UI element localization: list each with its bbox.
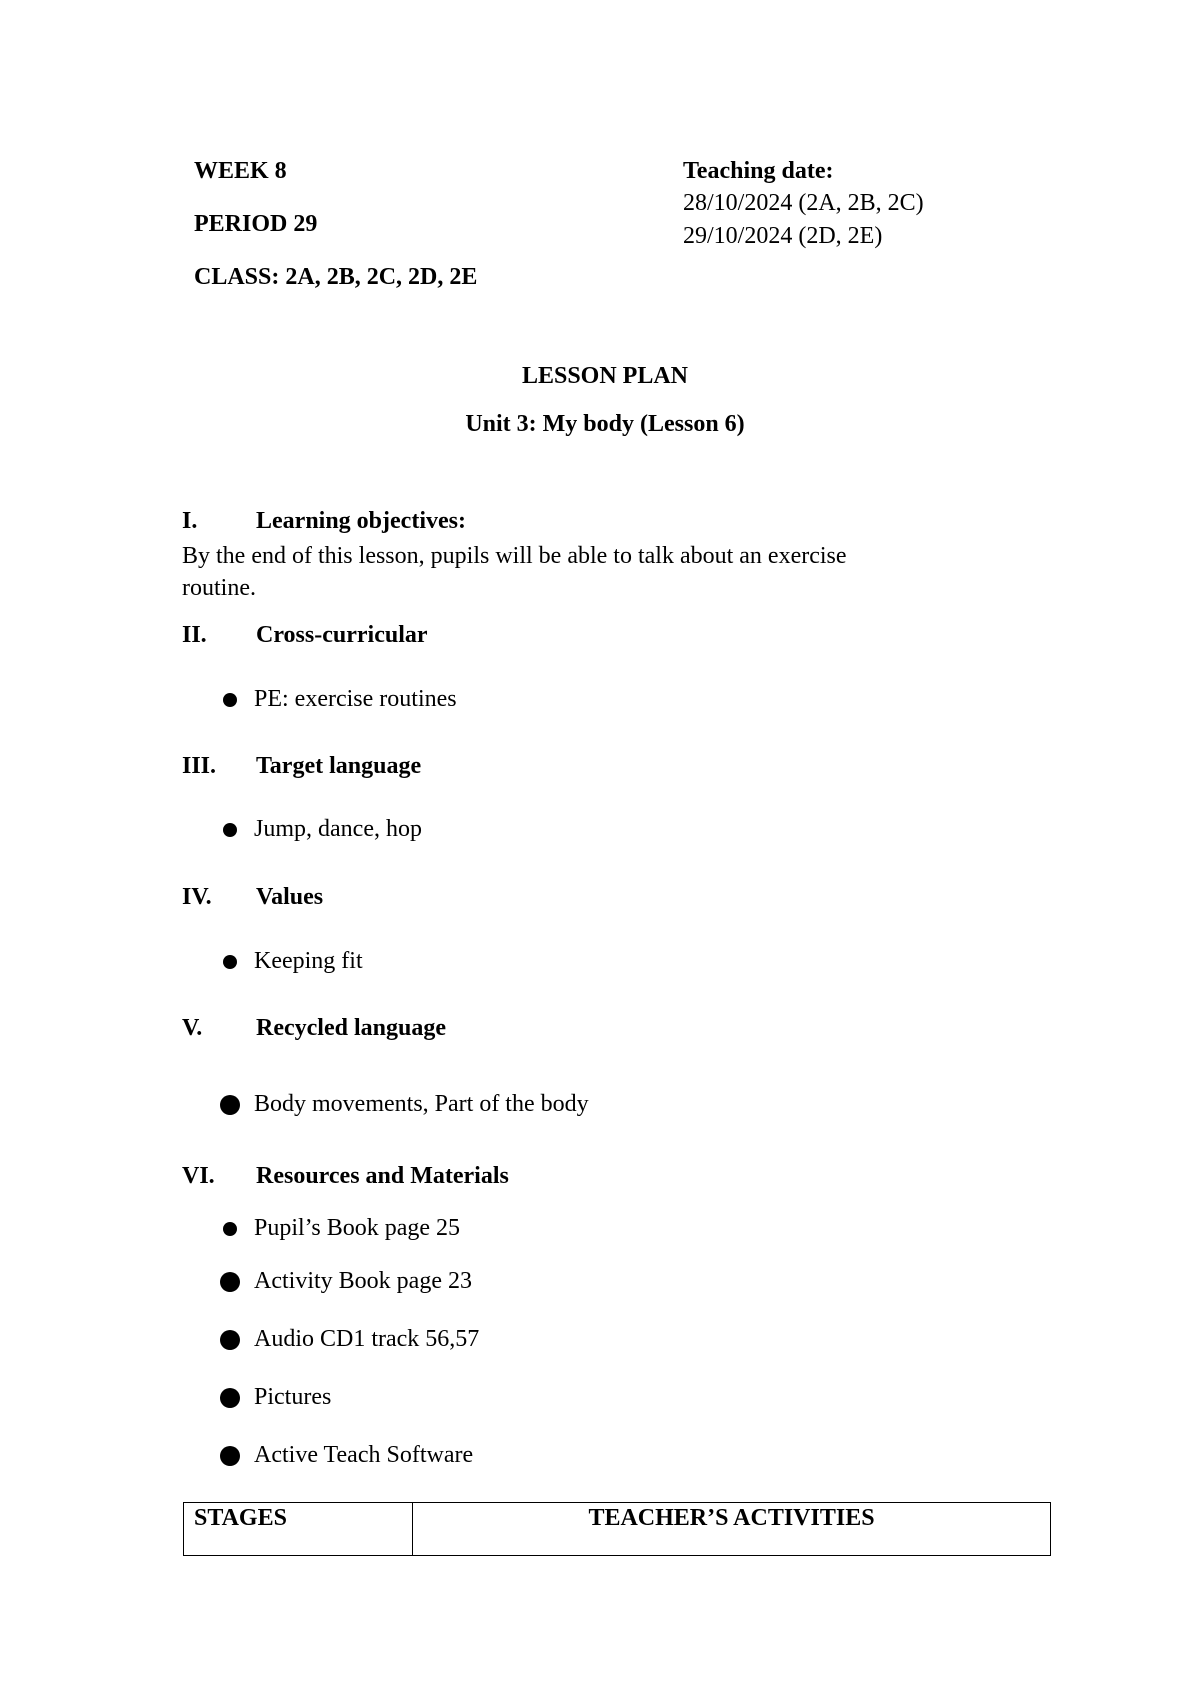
list-item-text: Activity Book page 23 <box>254 1268 472 1294</box>
bullet-icon <box>223 693 237 707</box>
stages-table <box>183 1502 1051 1556</box>
list-item <box>220 1384 331 1411</box>
section-4-number: IV. <box>182 884 212 910</box>
list-item-text: Keeping fit <box>254 948 363 974</box>
list-item <box>220 1442 473 1469</box>
bullet-icon <box>223 823 237 837</box>
list-item <box>220 1091 589 1118</box>
table-header-row <box>184 1503 1051 1556</box>
list-item <box>220 1215 460 1242</box>
section-6-number: VI. <box>182 1163 215 1189</box>
bullet-icon <box>223 1222 237 1236</box>
teaching-date-line-1: 28/10/2024 (2A, 2B, 2C) <box>683 190 924 216</box>
class-label: CLASS: 2A, 2B, 2C, 2D, 2E <box>194 264 478 290</box>
bullet-icon <box>220 1272 240 1292</box>
list-item <box>220 1268 472 1295</box>
list-item-text: PE: exercise routines <box>254 686 457 712</box>
list-item <box>220 948 363 975</box>
lesson-plan-title: LESSON PLAN <box>521 363 689 389</box>
section-5-title: Recycled language <box>256 1015 446 1041</box>
table-header-stages: STAGES <box>184 1503 413 1556</box>
section-5-number: V. <box>182 1015 203 1041</box>
section-1-title: Learning objectives: <box>256 508 466 534</box>
list-item <box>220 686 457 713</box>
list-item-text: Audio CD1 track 56,57 <box>254 1326 480 1352</box>
bullet-icon <box>220 1330 240 1350</box>
bullet-icon <box>220 1095 240 1115</box>
section-1-number: I. <box>182 508 198 534</box>
week-label: WEEK 8 <box>194 158 287 184</box>
bullet-icon <box>220 1446 240 1466</box>
list-item-text: Active Teach Software <box>254 1442 474 1468</box>
section-3-title: Target language <box>256 753 422 779</box>
section-2-title: Cross-curricular <box>256 622 428 648</box>
bullet-icon <box>223 955 237 969</box>
objectives-text-line-1: By the end of this lesson, pupils will be able to talk about an exercise <box>182 543 847 569</box>
objectives-text-line-2: routine. <box>182 575 256 601</box>
section-3-number: III. <box>182 753 217 779</box>
list-item-text: Jump, dance, hop <box>254 816 422 842</box>
section-6-title: Resources and Materials <box>256 1163 509 1189</box>
section-4-title: Values <box>256 884 324 910</box>
table-header-teacher-activities: TEACHER’S ACTIVITIES <box>413 1503 1051 1556</box>
teaching-date-label: Teaching date: <box>683 158 834 184</box>
section-2-number: II. <box>182 622 207 648</box>
period-label: PERIOD 29 <box>194 211 318 237</box>
bullet-icon <box>220 1388 240 1408</box>
list-item-text: Body movements, Part of the body <box>254 1091 589 1117</box>
list-item <box>220 1326 479 1353</box>
teaching-date-line-2: 29/10/2024 (2D, 2E) <box>683 223 883 249</box>
list-item <box>220 816 422 843</box>
list-item-text: Pictures <box>254 1384 332 1410</box>
list-item-text: Pupil’s Book page 25 <box>254 1215 461 1241</box>
unit-subtitle: Unit 3: My body (Lesson 6) <box>465 411 745 437</box>
